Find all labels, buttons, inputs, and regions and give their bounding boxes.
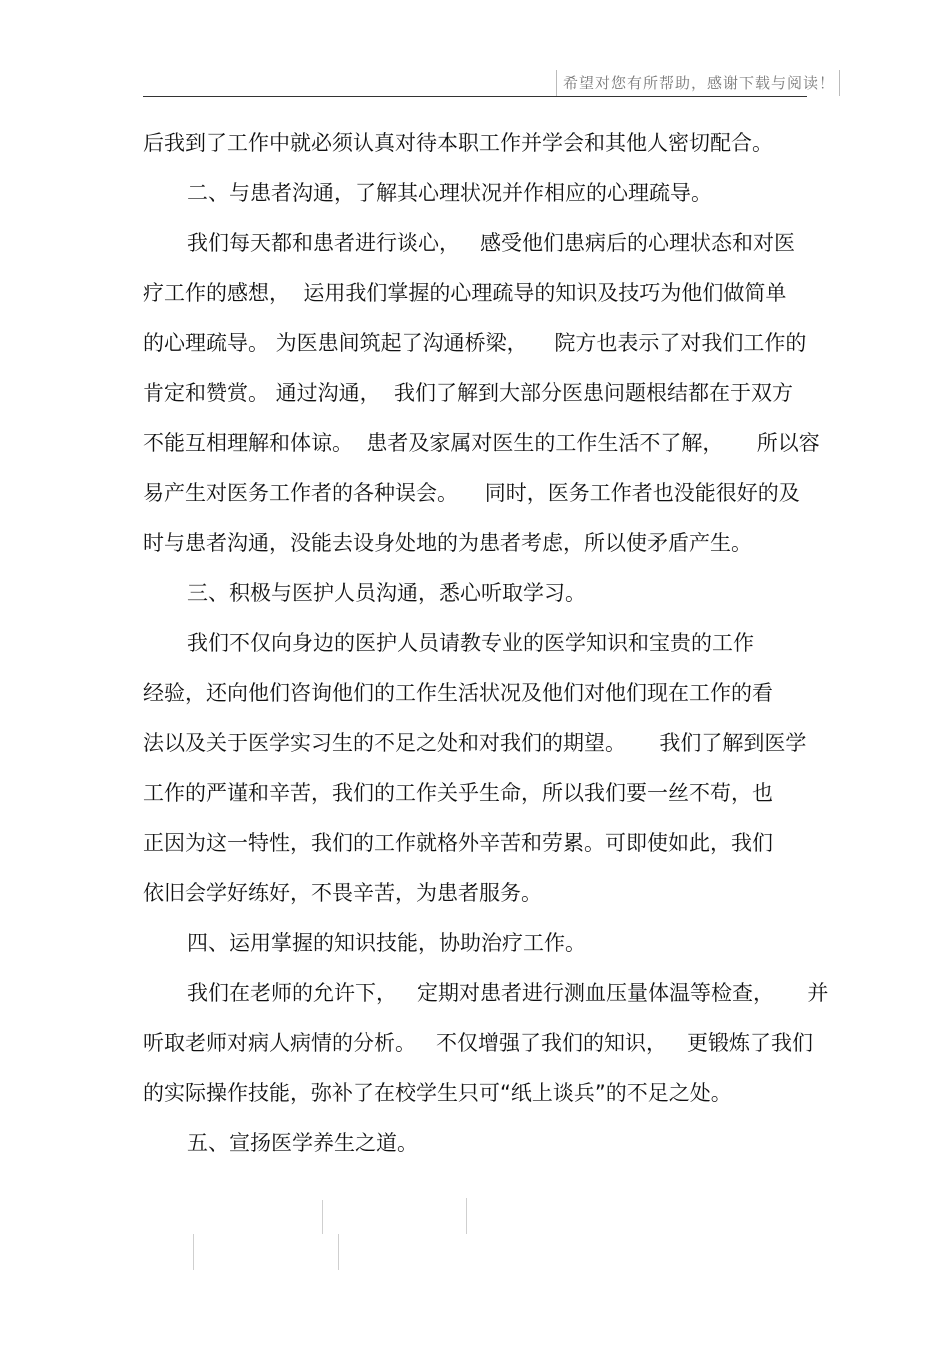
paragraph-line: 听取老师对病人病情的分析。 不仅增强了我们的知识， 更锻炼了我们 <box>143 1031 814 1055</box>
paragraph-line: 法以及关于医学实习生的不足之处和对我们的期望。 我们了解到医学 <box>143 731 807 755</box>
header-divider <box>143 96 807 97</box>
paragraph-line: 后我到了工作中就必须认真对待本职工作并学会和其他人密切配合。 <box>143 131 773 155</box>
section-heading: 三、积极与医护人员沟通，悉心听取学习。 <box>187 581 586 605</box>
section-heading: 四、运用掌握的知识技能，协助治疗工作。 <box>187 931 586 955</box>
paragraph-line: 我们在老师的允许下， 定期对患者进行测血压量体温等检查， 并 <box>187 981 829 1005</box>
paragraph-line: 工作的严谨和辛苦，我们的工作关乎生命，所以我们要一丝不苟，也 <box>143 781 773 805</box>
scan-artifact-line <box>193 1234 194 1270</box>
paragraph-line: 疗工作的感想， 运用我们掌握的心理疏导的知识及技巧为他们做简单 <box>143 281 787 305</box>
paragraph-line: 经验，还向他们咨询他们的工作生活状况及他们对他们现在工作的看 <box>143 681 773 705</box>
paragraph-line: 我们每天都和患者进行谈心， 感受他们患病后的心理状态和对医 <box>187 231 796 255</box>
paragraph-line: 我们不仅向身边的医护人员请教专业的医学知识和宝贵的工作 <box>187 631 754 655</box>
paragraph-line: 不能互相理解和体谅。 患者及家属对医生的工作生活不了解， 所以容 <box>143 431 820 455</box>
paragraph-line: 肯定和赞赏。 通过沟通， 我们了解到大部分医患问题根结都在于双方 <box>143 381 794 405</box>
paragraph-line: 正因为这一特性，我们的工作就格外辛苦和劳累。可即使如此，我们 <box>143 831 773 855</box>
scan-artifact-line <box>322 1200 323 1234</box>
paragraph-line: 的实际操作技能，弥补了在校学生只可“纸上谈兵”的不足之处。 <box>143 1081 732 1105</box>
scan-artifact-line <box>466 1198 467 1234</box>
section-heading: 二、与患者沟通，了解其心理状况并作相应的心理疏导。 <box>187 181 712 205</box>
paragraph-line: 易产生对医务工作者的各种误会。 同时，医务工作者也没能很好的及 <box>143 481 800 505</box>
paragraph-line: 依旧会学好练好，不畏辛苦，为患者服务。 <box>143 881 542 905</box>
scan-artifact-line <box>338 1234 339 1270</box>
paragraph-line: 的心理疏导。 为医患间筑起了沟通桥梁， 院方也表示了对我们工作的 <box>143 331 807 355</box>
header-note: 希望对您有所帮助，感谢下载与阅读！ <box>556 70 840 96</box>
paragraph-line: 时与患者沟通，没能去设身处地的为患者考虑，所以使矛盾产生。 <box>143 531 752 555</box>
section-heading: 五、宣扬医学养生之道。 <box>187 1131 418 1155</box>
